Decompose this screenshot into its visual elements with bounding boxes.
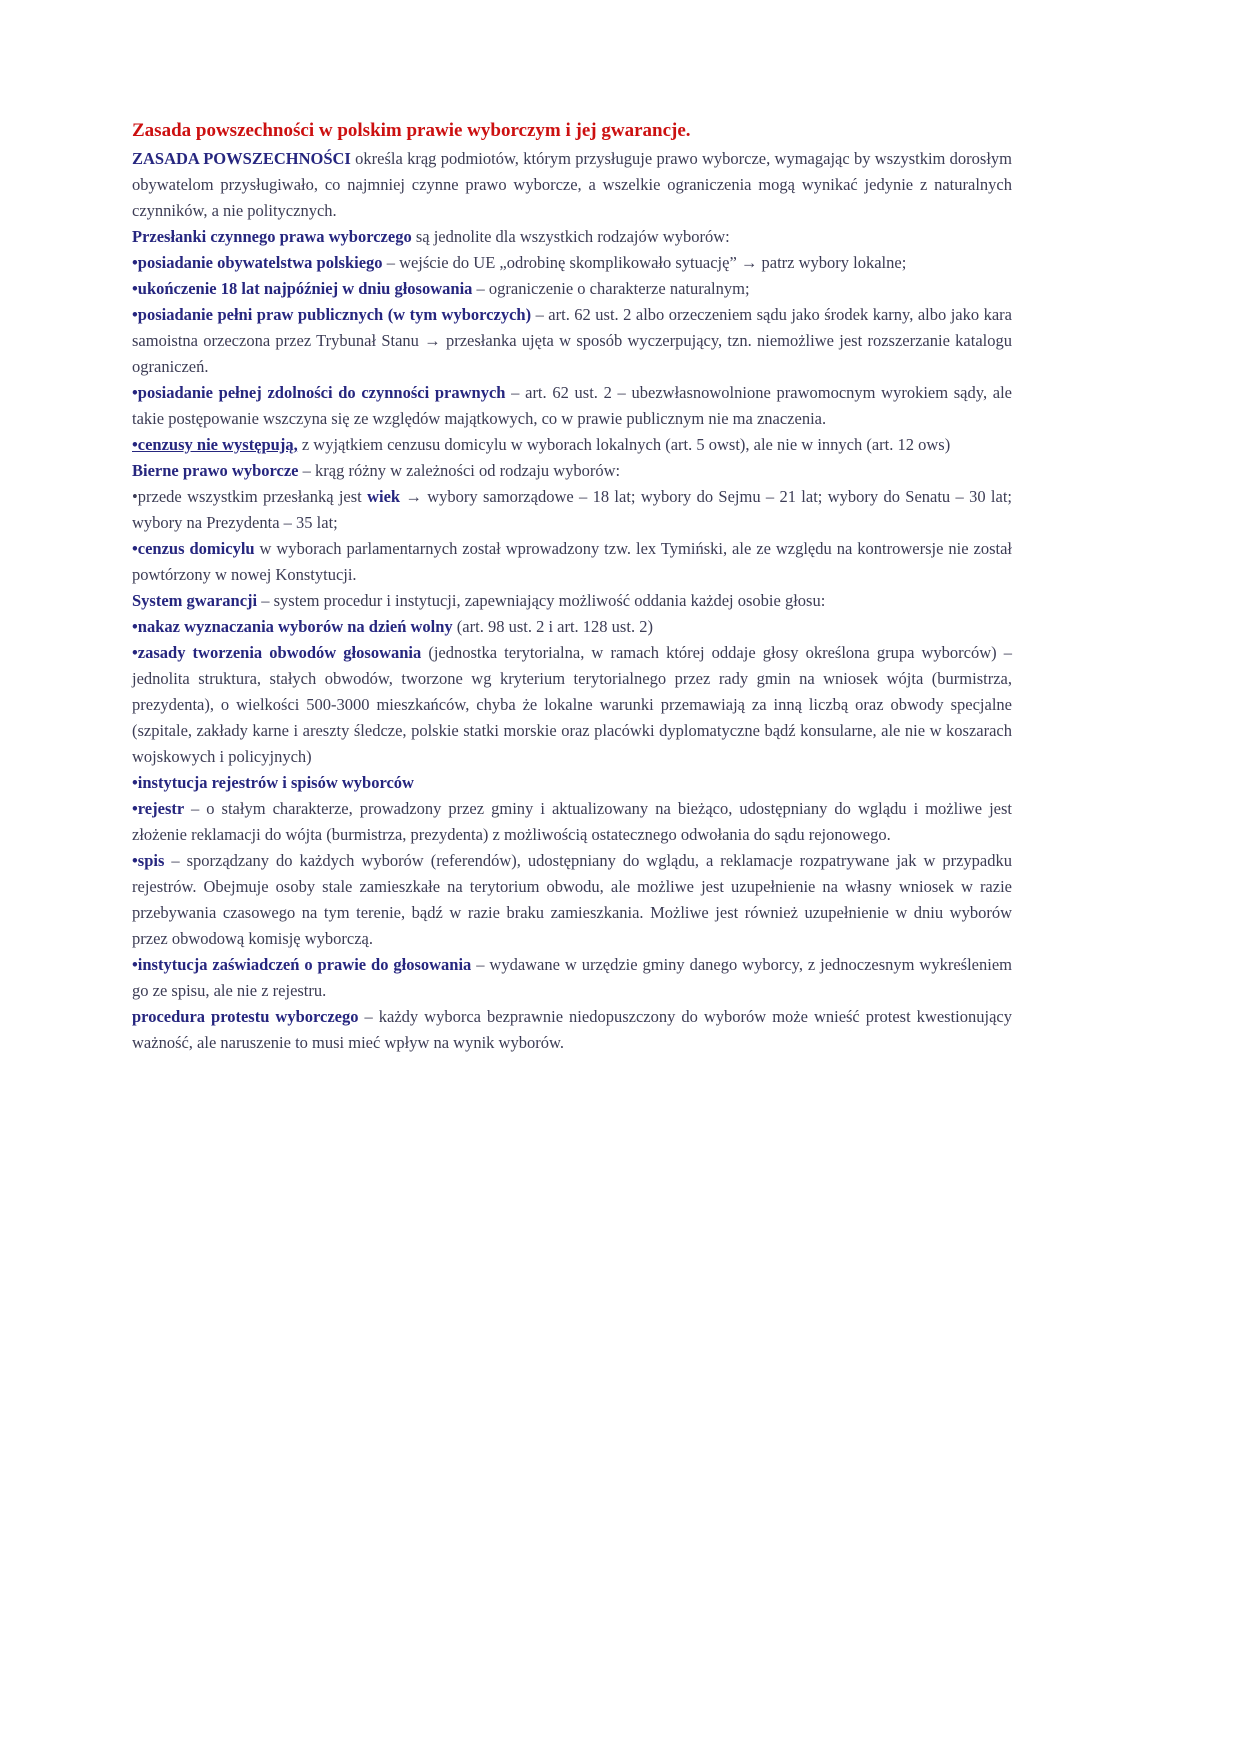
paragraph bbox=[132, 848, 1012, 952]
paragraph bbox=[132, 432, 1012, 458]
paragraph bbox=[132, 146, 1012, 224]
paragraph bbox=[132, 952, 1012, 1004]
paragraph bbox=[132, 250, 1012, 276]
text-run: → wybory samorządowe – 18 lat; wybory do Sejmu – 21 lat; wybory do Senatu – 30 lat; wybory na Prezydenta – 35 lat; bbox=[132, 487, 1012, 532]
text-run: – wejście do UE „odrobinę skomplikowało sytuację” → patrz wybory lokalne; bbox=[386, 253, 907, 272]
text-run: – sporządzany do każdych wyborów (referendów), udostępniany do wglądu, a reklamacje rozpatrywane jak w przypadku rejestrów. Obejmuje osoby stale zamieszkałe na terytorium obwodu, ale możliwe jest uzupełnienie na własny wniosek w razie przebywania czasowego na tym terenie, bądź w razie braku zamieszkania. Możliwe jest również uzupełnienie w dniu wyborów przez obwodową komisję wyborczą. bbox=[132, 851, 1012, 948]
text-run: – art. 62 ust. 2 – ubezwłasnowolnione prawomocnym wyrokiem sądy, ale takie postępowanie wszczyna się ze względów majątkowych, co w prawie publicznym nie ma znaczenia. bbox=[132, 383, 1012, 428]
text-run: w wyborach parlamentarnych został wprowadzony tzw. lex Tymiński, ale ze względu na kontrowersje nie został powtórzony w nowej Konstytucji. bbox=[132, 539, 1012, 584]
paragraph bbox=[132, 302, 1012, 380]
text-run: •ukończenie 18 lat najpóźniej w dniu głosowania bbox=[132, 279, 477, 298]
text-run: •zasady tworzenia obwodów głosowania bbox=[132, 643, 429, 662]
text-run: •nakaz wyznaczania wyborów na dzień wolny bbox=[132, 617, 457, 636]
text-run: •rejestr bbox=[132, 799, 191, 818]
paragraph bbox=[132, 1004, 1012, 1056]
text-run: •przede wszystkim przesłanką jest bbox=[132, 487, 368, 506]
paragraph bbox=[132, 536, 1012, 588]
paragraph bbox=[132, 770, 1012, 796]
text-run: •cenzus domicylu bbox=[132, 539, 260, 558]
text-run: •instytucja zaświadczeń o prawie do głosowania bbox=[132, 955, 477, 974]
paragraph bbox=[132, 458, 1012, 484]
text-run: •posiadanie pełni praw publicznych (w tym wyborczych) bbox=[132, 305, 536, 324]
text-run: •instytucja rejestrów i spisów wyborców bbox=[132, 773, 414, 792]
text-run: z wyjątkiem cenzusu domicylu w wyborach lokalnych (art. 5 owst), ale nie w innych (art. 12 ows) bbox=[297, 435, 951, 454]
text-run: określa krąg podmiotów, którym przysługuje prawo wyborcze, wymagając by wszystkim dorosłym obywatelom przysługiwało, co najmniej czynne prawo wyborcze, a wszelkie ograniczenia mogą wynikać jedynie z naturalnych czynników, a nie politycznych. bbox=[132, 149, 1012, 220]
text-run: •cenzusy nie występują, bbox=[132, 435, 298, 454]
paragraph bbox=[132, 484, 1012, 536]
text-run: – ograniczenie o charakterze naturalnym; bbox=[476, 279, 750, 298]
text-run: •posiadanie pełnej zdolności do czynności prawnych bbox=[132, 383, 512, 402]
text-run: ZASADA POWSZECHNOŚCI bbox=[132, 149, 356, 168]
paragraph bbox=[132, 380, 1012, 432]
document-body bbox=[132, 146, 1012, 1056]
text-run: procedura protestu wyborczego bbox=[132, 1007, 365, 1026]
paragraph bbox=[132, 276, 1012, 302]
paragraph bbox=[132, 588, 1012, 614]
text-run: – każdy wyborca bezprawnie niedopuszczony do wyborów może wnieść protest kwestionujący ważność, ale naruszenie to musi mieć wpływ na wynik wyborów. bbox=[132, 1007, 1012, 1052]
text-run: •posiadanie obywatelstwa polskiego bbox=[132, 253, 387, 272]
paragraph bbox=[132, 640, 1012, 770]
paragraph bbox=[132, 796, 1012, 848]
text-run: są jednolite dla wszystkich rodzajów wyborów: bbox=[415, 227, 730, 246]
text-run: wiek bbox=[367, 487, 406, 506]
text-run: Bierne prawo wyborcze bbox=[132, 461, 303, 480]
text-run: Przesłanki czynnego prawa wyborczego bbox=[132, 227, 416, 246]
paragraph bbox=[132, 614, 1012, 640]
text-run: – krąg różny w zależności od rodzaju wyborów: bbox=[302, 461, 621, 480]
page-title: Zasada powszechności w polskim prawie wyborczym i jej gwarancje. bbox=[132, 120, 691, 141]
text-run: – o stałym charakterze, prowadzony przez gminy i aktualizowany na bieżąco, udostępniany do wglądu i możliwe jest złożenie reklamacji do wójta (burmistrza, prezydenta) z możliwością ostatecznego odwołania do sądu rejonowego. bbox=[132, 799, 1012, 844]
text-run: •spis bbox=[132, 851, 172, 870]
paragraph bbox=[132, 224, 1012, 250]
text-run: – art. 62 ust. 2 albo orzeczeniem sądu jako środek karny, albo jako kara samoistna orzeczona przez Trybunał Stanu → przesłanka ujęta w sposób wyczerpujący, tzn. niemożliwe jest rozszerzanie katalogu ograniczeń. bbox=[132, 305, 1012, 376]
text-run: (art. 98 ust. 2 i art. 128 ust. 2) bbox=[456, 617, 653, 636]
text-run: System gwarancji bbox=[132, 591, 262, 610]
text-run: (jednostka terytorialna, w ramach której oddaje głosy określona grupa wyborców) – jednolita struktura, stałych obwodów, tworzone wg kryterium terytorialnego przez rady gmin na wniosek wójta (burmistrza, prezydenta), o wielkości 500-3000 mieszkańców, chyba że lokalne warunki przemawiają za inną liczbą oraz obwody specjalne (szpitale, zakłady karne i areszty śledcze, polskie statki morskie oraz placówki dyplomatyczne bądź konsularne, ale nie w koszarach wojskowych i policyjnych) bbox=[132, 643, 1012, 766]
text-run: – wydawane w urzędzie gminy danego wyborcy, z jednoczesnym wykreśleniem go ze spisu, ale nie z rejestru. bbox=[132, 955, 1012, 1000]
text-run: – system procedur i instytucji, zapewniający możliwość oddania każdej osobie głosu: bbox=[261, 591, 826, 610]
